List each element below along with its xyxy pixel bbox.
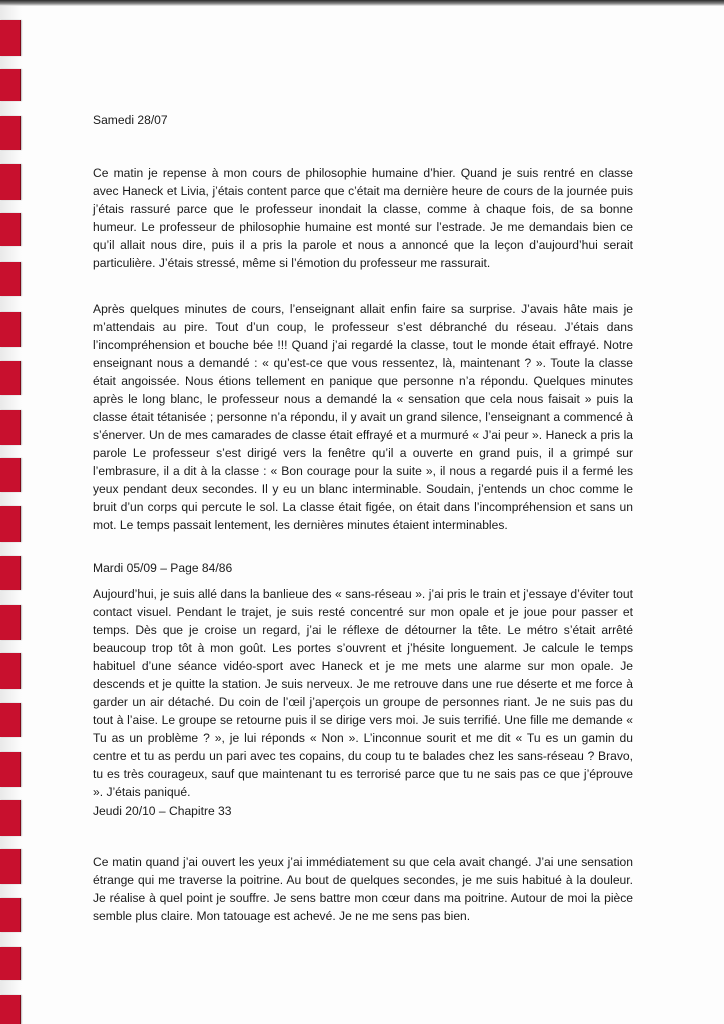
page-top-edge	[0, 0, 724, 6]
binding-ring	[0, 361, 21, 395]
binding-ring	[0, 849, 21, 884]
binding-ring	[0, 703, 21, 737]
binding-ring	[0, 164, 21, 200]
binding-ring	[0, 262, 21, 296]
binding-ring	[0, 506, 21, 542]
binding-ring	[0, 556, 21, 590]
binding-ring	[0, 653, 21, 689]
binding-ring	[0, 800, 21, 836]
binding-ring	[0, 947, 21, 980]
binding-ring	[0, 458, 21, 492]
entry-date: Samedi 28/07	[93, 113, 168, 127]
binding-ring	[0, 116, 21, 150]
entry-paragraph: Ce matin je repense à mon cours de philosophie humaine d’hier. Quand je suis rentré en classe avec Haneck et Livia, j’étais content parce que c’était ma dernière heure de cours de la journée puis j’étais rassuré parce que le professeur inondait la classe, comme à chaque fois, de sa bonne humeur. Le professeur de philosophie humaine est monté sur l’estrade. Je me demandais bien ce qu’il allait nous dire, puis il a pris la parole et nous a annoncé que la leçon d’aujourd’hui serait particulière. J’étais stressé, même si l’émotion du professeur me rassurait.	[93, 166, 633, 270]
binding-ring	[0, 995, 21, 1024]
binding-ring	[0, 20, 21, 56]
binding-ring	[0, 898, 21, 932]
binding-ring	[0, 752, 21, 787]
binding-ring	[0, 605, 21, 640]
entry-paragraph: Ce matin quand j’ai ouvert les yeux j’ai immédiatement su que cela avait changé. J’ai une sensation étrange qui me traverse la poitrine. Au bout de quelques secondes, je me suis habitué à la douleur. Je réalise à quel point je souffre. Je sens battre mon cœur dans ma poitrine. Autour de moi la pièce semble plus claire. Mon tatouage est achevé. Je ne me sens pas bien.	[93, 855, 633, 923]
binding-ring	[0, 69, 21, 101]
entry-paragraph: Après quelques minutes de cours, l’enseignant allait enfin faire sa surprise. J’avais hâte mais je m’attendais au pire. Tout d’un coup, le professeur s’est débranché du réseau. J’étais dans l’incompréhension et bouche bée !!! Quand j’ai regardé la classe, tout le monde était effrayé. Notre enseignant nous a demandé : « qu’est-ce que vous ressentez, là, maintenant ? ». Toute la classe était angoissée. Nous étions tellement en panique que personne n’a répondu. Quelques minutes après le long blanc, le professeur nous a demandé la « sensation que cela nous faisait » puis la classe était tétanisée ; personne n’a répondu, il y avait un grand silence, l’enseignant a commencé à s’énerver. Un de mes camarades de classe était effrayé et a murmuré « J’ai peur ». Haneck a pris la parole Le professeur s’est dirigé vers la fenêtre qu’il a ouverte en grand puis, il a grimpé sur l’embrasure, il a dit à la classe : « Bon courage pour la suite », il nous a regardé puis il a fermé les yeux pendant deux secondes. Il y eu un blanc interminable. Soudain, j’entends un choc comme le bruit d’un corps qui percute le sol. La classe était figée, on était dans l’incompréhension et sans un mot. Le temps passait lentement, les dernières minutes étaient interminables.	[93, 302, 633, 532]
entry-paragraph: Aujourd’hui, je suis allé dans la banlieue des « sans-réseau ». j’ai pris le train et j’essaye d’éviter tout contact visuel. Pendant le trajet, je suis resté concentré sur mon opale et je joue pour passer et temps. Dès que je croise un regard, j’ai le réflexe de détourner la tête. Le métro s’était arrêté beaucoup trop tôt à mon goût. Les portes s’ouvrent et j’hésite longuement. Je calcule le temps habituel d’une séance vidéo-sport avec Haneck et je me mets une alarme sur mon opale. Je descends et je quitte la station. Je suis nerveux. Je me retrouve dans une rue déserte et me force à garder un air détaché. Du coin de l’œil j’aperçois un groupe de personnes riant. Je ne suis pas du tout à l’aise. Le groupe se retourne puis il se dirige vers moi. Je suis terrifié. Une fille me demande « Tu as un problème ? », je lui réponds « Non ». L’inconnue sourit et me dit « Tu es un gamin du centre et tu as perdu un pari avec tes copains, du coup tu te balades chez les sans-réseau ? Bravo, tu es très courageux, sauf que maintenant tu es terrorisé parce que tu ne sais pas ce que j’éprouve ». J’étais paniqué.	[93, 587, 633, 799]
entry-date: Jeudi 20/10 – Chapitre 33	[93, 804, 232, 818]
binding-ring	[0, 312, 21, 347]
entry-date: Mardi 05/09 – Page 84/86	[93, 561, 233, 575]
binding-ring	[0, 410, 21, 445]
binding-ring	[0, 213, 21, 246]
